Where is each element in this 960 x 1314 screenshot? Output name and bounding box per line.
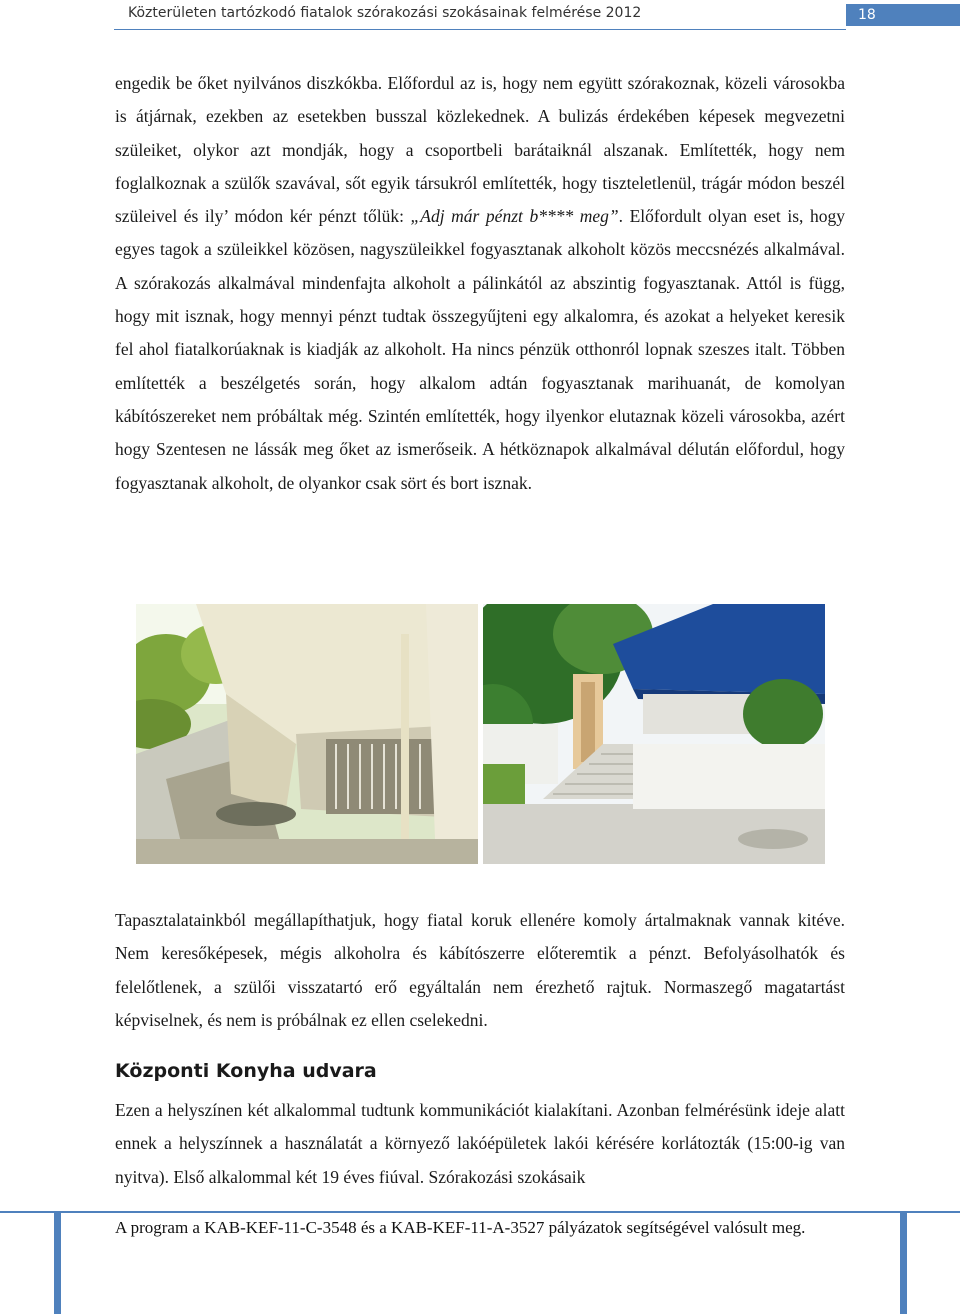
- paragraph-1-text-b: . Előfordult olyan eset is, hogy egyes tagok a szüleikkel közösen, nagyszüleikkel fogyasztanak alkoholt közös meccsnézés alkalmával. A szórakozás alkalmával mindenfajta alkoholt a pálinkától az abszintig fogyasztanak. Attól is függ, hogy mit isznak, hogy mennyi pénzt tudtak összegyűjteni egy alkalomra, és azokat a helyeket keresik fel ahol fiatalkorúaknak is kiadják az alkoholt. Ha nincs pénzük otthonról lopnak szeszes italt. Többen említették a beszélgetés során, hogy alkalom adtán fogyasztanak marihuanát, de komolyan kábítószereket nem próbáltak még. Szintén említették, hogy ilyenkor elutaznak közeli városokba, azért hogy Szentesen ne lássák meg őket az ismerőseik. A hétköznapok alkalmával délután előfordul, hogy fogyasztanak alkoholt, de olyankor csak sört és bort isznak.: [115, 206, 845, 493]
- header-rule: [114, 29, 846, 30]
- body-paragraph-3: Ezen a helyszínen két alkalommal tudtunk kommunikációt kialakítani. Azonban felmérésünk ideje alatt ennek a helyszínnek a használatát a környező lakóépületek lakói kérésére korlátozták (15:00-ig van nyitva). Első alkalommal két 19 éves fiúval. Szórakozási szokásaik: [115, 1100, 845, 1187]
- footer-bar-right: [900, 1213, 907, 1314]
- quoted-speech: „Adj már pénzt b**** meg”: [410, 206, 619, 227]
- paragraph-1-text-a: engedik be őket nyilvános diszkókba. Előfordul az is, hogy nem együtt szórakoznak, közeli városokba is átjárnak, ezekben az esetekben busszal közlekednek. A bulizás érdekében képesek megvezetni szüleiket, olykor azt mondják, hogy a csoportbeli barátaiknál alszanak. Említették, hogy nem foglalkoznak a szülők szavával, sőt egyik társukról említették, hogy tiszteletlenül, trágár módon beszél szüleivel és ily’ módon kér pénzt tőlük:: [115, 73, 845, 227]
- body-paragraph-2: Tapasztalatainkból megállapíthatjuk, hogy fiatal koruk ellenére komoly ártalmaknak vannak kitéve. Nem keresőképesek, mégis alkoholra és kábítószerre előteremtik a pénzt. Befolyásolhatók és felelőtlenek, a szülői visszatartó erő egyáltalán nem érezhető rajtuk. Normaszegő magatartást képviselnek, és nem is próbálnak ez ellen cselekedni.: [115, 910, 845, 1030]
- photo-underpass-concrete-structure: [136, 604, 478, 864]
- header-title: Közterületen tartózkodó fiatalok szórakozási szokásainak felmérése 2012: [128, 5, 642, 21]
- page-header: [0, 0, 960, 30]
- body-paragraph-1: [115, 67, 845, 500]
- footer-rule: [0, 1211, 960, 1213]
- footer-bar-left: [54, 1213, 61, 1314]
- section-heading: Központi Konyha udvara: [115, 1060, 377, 1082]
- footer-text: A program a KAB-KEF-11-C-3548 és a KAB-KEF-11-A-3527 pályázatok segítségével valósult meg.: [115, 1218, 806, 1237]
- page-number-badge: 18: [846, 4, 960, 26]
- photo-stage-with-blue-canopy: [483, 604, 825, 864]
